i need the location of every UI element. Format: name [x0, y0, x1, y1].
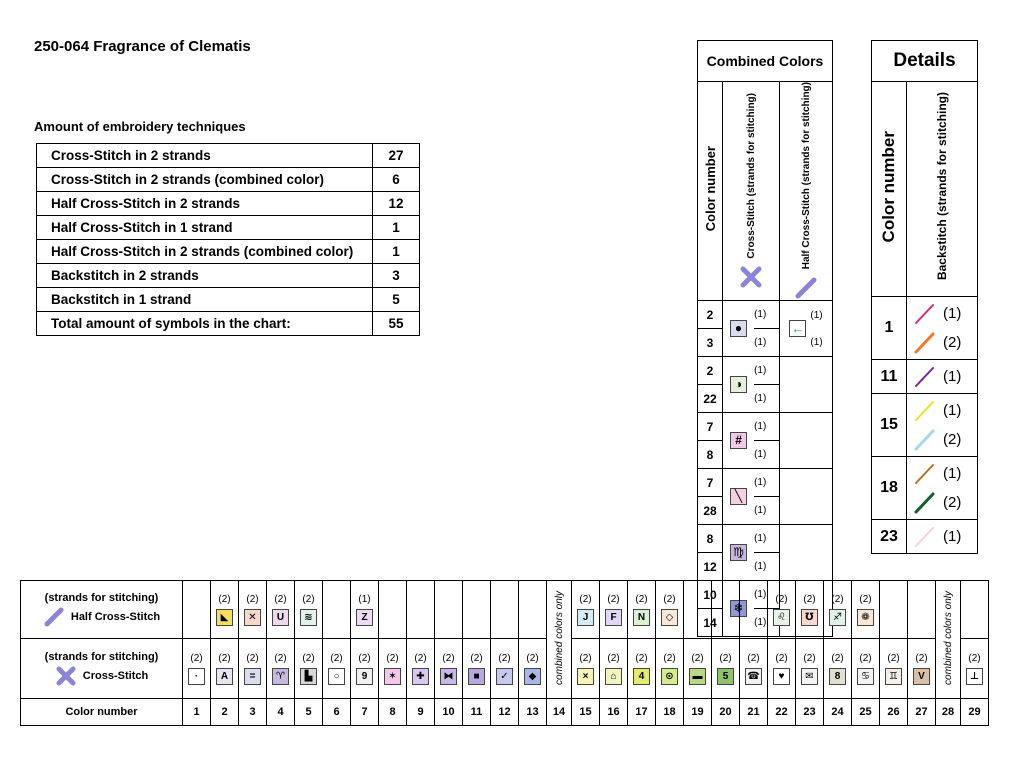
details-title: Details	[872, 41, 978, 82]
cross-strand: (2)	[968, 652, 981, 664]
color-number: 21	[740, 699, 768, 726]
combined-col-half: Half Cross-Stitch (strands for stitching)	[800, 82, 812, 270]
color-number: 6	[323, 699, 351, 726]
combined-color-number: 28	[698, 497, 723, 525]
half-symbol: U	[272, 609, 289, 626]
cross-strand: (2)	[747, 652, 760, 664]
combined-color-number: 14	[698, 609, 723, 637]
color-number: 17	[628, 699, 656, 726]
combined-color-number: 12	[698, 553, 723, 581]
cross-strand: (2)	[498, 652, 511, 664]
half-strand: (2)	[302, 593, 315, 605]
cross-symbol: ♋	[857, 668, 874, 685]
half-symbol: ℧	[801, 609, 818, 626]
combined-col-color: Color number	[702, 146, 718, 232]
half-symbol: ❁	[857, 609, 874, 626]
half-symbol: N	[633, 609, 650, 626]
color-number: 29	[961, 699, 989, 726]
details-row	[872, 360, 978, 394]
cross-symbol: A	[216, 668, 233, 685]
half-symbol: ◇	[661, 609, 678, 626]
color-number: 15	[572, 699, 600, 726]
combined-symbol: ╲	[730, 488, 747, 505]
cross-symbol: 5	[717, 668, 734, 685]
details-color-number: 15	[872, 394, 907, 457]
cross-symbol: ▬	[689, 668, 706, 685]
combined-colors-only: combined colors only	[553, 591, 565, 685]
combined-strand: (1)	[754, 329, 779, 357]
color-number: 20	[712, 699, 740, 726]
backstitch-strand: (1)	[943, 305, 962, 322]
cross-strand: (2)	[218, 652, 231, 664]
cross-symbol: ✉	[801, 668, 818, 685]
cross-strand: (2)	[442, 652, 455, 664]
combined-symbol: #	[730, 432, 747, 449]
combined-half-strand: (1)	[810, 336, 823, 348]
summary-value: 5	[373, 288, 420, 312]
cross-strand: (2)	[691, 652, 704, 664]
combined-strand: (1)	[754, 385, 779, 413]
cross-symbol: ▙	[300, 668, 317, 685]
cross-strand: (2)	[887, 652, 900, 664]
half-strand: (2)	[663, 593, 676, 605]
combined-col-cross: Cross-Stitch (strands for stitching)	[745, 92, 757, 259]
color-number-label: Color number	[21, 699, 183, 726]
combined-color-number: 7	[698, 413, 723, 441]
combined-strand: (1)	[754, 525, 779, 553]
cross-strand: (2)	[915, 652, 928, 664]
cross-symbol: V	[913, 668, 930, 685]
half-symbol: J	[577, 609, 594, 626]
backstitch-strand: (1)	[943, 465, 962, 482]
color-number: 1	[183, 699, 211, 726]
cross-symbol: ♈	[272, 668, 289, 685]
cross-symbol: ×	[577, 668, 594, 685]
backstitch-line-icon	[913, 331, 937, 355]
cross-symbol: =	[244, 668, 261, 685]
combined-strand: (1)	[754, 357, 779, 385]
backstitch-line-icon	[913, 462, 937, 486]
details-color-number: 11	[872, 360, 907, 394]
cross-symbol: ⌂	[605, 668, 622, 685]
half-strand: (2)	[274, 593, 287, 605]
color-number: 8	[379, 699, 407, 726]
half-symbol: F	[605, 609, 622, 626]
half-symbol: ♐	[829, 609, 846, 626]
cross-strands-label: (strands for stitching)	[44, 650, 159, 663]
half-strand: (2)	[775, 593, 788, 605]
summary-row	[37, 264, 420, 288]
summary-label: Half Cross-Stitch in 2 strands (combined color)	[37, 240, 373, 264]
techniques-table	[36, 143, 420, 336]
cross-strand: (2)	[470, 652, 483, 664]
combined-strand: (1)	[754, 497, 779, 525]
cross-symbol: ■	[468, 668, 485, 685]
cross-strand: (2)	[607, 652, 620, 664]
color-number: 19	[684, 699, 712, 726]
combined-color-number: 22	[698, 385, 723, 413]
backstitch-line-icon	[913, 428, 937, 452]
combined-color-number: 3	[698, 329, 723, 357]
section-subtitle: Amount of embroidery techniques	[34, 119, 246, 134]
combined-strand: (1)	[754, 413, 779, 441]
combined-colors-table	[697, 40, 833, 637]
cross-strand: (2)	[526, 652, 539, 664]
details-color-number: 1	[872, 297, 907, 360]
cross-symbol: ⧓	[440, 668, 457, 685]
cross-strand: (2)	[414, 652, 427, 664]
color-number: 14	[547, 699, 572, 726]
cross-stitch-label: Cross-Stitch	[82, 669, 149, 682]
color-number: 25	[852, 699, 880, 726]
cross-symbol: ◆	[524, 668, 541, 685]
combined-strand: (1)	[754, 301, 779, 329]
summary-value: 27	[373, 144, 420, 168]
half-strand: (2)	[831, 593, 844, 605]
combined-strand: (1)	[754, 581, 779, 609]
cross-strand: (2)	[302, 652, 315, 664]
cross-stitch-icon	[739, 265, 763, 289]
cross-strand: (2)	[859, 652, 872, 664]
summary-value: 12	[373, 192, 420, 216]
summary-label: Cross-Stitch in 2 strands (combined color)	[37, 168, 373, 192]
cross-symbol: ⊥	[966, 668, 983, 685]
cross-symbol: ✚	[412, 668, 429, 685]
half-strand: (2)	[635, 593, 648, 605]
backstitch-line-icon	[913, 302, 937, 326]
combined-color-number: 8	[698, 525, 723, 553]
half-stitch-label: Half Cross-Stitch	[70, 610, 161, 623]
cross-symbol: ⊙	[661, 668, 678, 685]
half-strand: (1)	[358, 593, 371, 605]
cross-symbol: ✶	[384, 668, 401, 685]
backstitch-line-icon	[913, 399, 937, 423]
details-col-back: Backstitch (strands for stitching)	[935, 92, 949, 281]
details-row	[872, 520, 978, 554]
combined-color-number: 8	[698, 441, 723, 469]
cross-strand: (2)	[274, 652, 287, 664]
backstitch-strand: (2)	[943, 494, 962, 511]
cross-strand: (2)	[719, 652, 732, 664]
cross-strand: (2)	[663, 652, 676, 664]
backstitch-strand: (2)	[943, 334, 962, 351]
color-number: 18	[656, 699, 684, 726]
half-strand: (2)	[859, 593, 872, 605]
summary-value: 1	[373, 240, 420, 264]
backstitch-line-icon	[913, 525, 937, 549]
combined-color-number: 7	[698, 469, 723, 497]
half-strand: (2)	[607, 593, 620, 605]
combined-symbol: ♍	[730, 544, 747, 561]
combined-color-number: 2	[698, 301, 723, 329]
summary-label: Backstitch in 1 strand	[37, 288, 373, 312]
combined-color-number: 10	[698, 581, 723, 609]
backstitch-strand: (2)	[943, 431, 962, 448]
color-number: 2	[211, 699, 239, 726]
combined-symbol: ❄	[730, 600, 747, 617]
color-number: 7	[351, 699, 379, 726]
half-symbol: ♌	[773, 609, 790, 626]
backstitch-strand: (1)	[943, 528, 962, 545]
cross-strand: (2)	[803, 652, 816, 664]
summary-label: Half Cross-Stitch in 2 strands	[37, 192, 373, 216]
color-number: 10	[435, 699, 463, 726]
cross-stitch-icon	[55, 665, 77, 687]
half-strand: (2)	[218, 593, 231, 605]
cross-symbol: ○	[328, 668, 345, 685]
color-number: 28	[936, 699, 961, 726]
details-color-number: 23	[872, 520, 907, 554]
combined-row	[698, 525, 833, 553]
color-number: 13	[519, 699, 547, 726]
color-number: 26	[880, 699, 908, 726]
summary-row	[37, 144, 420, 168]
half-strand: (2)	[579, 593, 592, 605]
combined-title: Combined Colors	[698, 41, 833, 82]
combined-row	[698, 413, 833, 441]
half-symbol: ✕	[244, 609, 261, 626]
details-row	[872, 394, 978, 457]
summary-label: Half Cross-Stitch in 1 strand	[37, 216, 373, 240]
cross-symbol: 4	[633, 668, 650, 685]
color-number: 12	[491, 699, 519, 726]
summary-label: Backstitch in 2 strands	[37, 264, 373, 288]
half-symbol: ≋	[300, 609, 317, 626]
cross-symbol: ·	[188, 668, 205, 685]
combined-half-symbol: ←	[791, 321, 805, 337]
color-number: 4	[267, 699, 295, 726]
half-symbol: Z	[356, 609, 373, 626]
combined-row	[698, 301, 833, 329]
cross-strand: (2)	[579, 652, 592, 664]
details-color-number: 18	[872, 457, 907, 520]
combined-strand: (1)	[754, 469, 779, 497]
half-strands-label: (strands for stitching)	[44, 591, 159, 604]
summary-row	[37, 168, 420, 192]
color-number: 24	[824, 699, 852, 726]
cross-strand: (2)	[635, 652, 648, 664]
color-number: 5	[295, 699, 323, 726]
page-title: 250-064 Fragrance of Clematis	[34, 38, 251, 55]
color-number: 9	[407, 699, 435, 726]
color-number: 27	[908, 699, 936, 726]
cross-strand: (2)	[386, 652, 399, 664]
cross-strand: (2)	[358, 652, 371, 664]
combined-row	[698, 357, 833, 385]
summary-value: 55	[373, 312, 420, 336]
color-legend-table	[20, 580, 989, 726]
summary-value: 3	[373, 264, 420, 288]
summary-row	[37, 240, 420, 264]
cross-strand: (2)	[775, 652, 788, 664]
summary-row	[37, 192, 420, 216]
combined-strand: (1)	[754, 441, 779, 469]
details-row	[872, 457, 978, 520]
backstitch-line-icon	[913, 365, 937, 389]
summary-value: 6	[373, 168, 420, 192]
half-symbol: ◣	[216, 609, 233, 626]
cross-symbol: 9	[356, 668, 373, 685]
color-number: 3	[239, 699, 267, 726]
summary-label: Total amount of symbols in the chart:	[37, 312, 373, 336]
summary-row	[37, 288, 420, 312]
details-row	[872, 297, 978, 360]
half-cross-stitch-icon	[43, 606, 65, 628]
summary-row	[37, 312, 420, 336]
combined-symbol: ◑	[730, 376, 747, 393]
combined-half-strand: (1)	[810, 309, 823, 321]
cross-symbol: ☎	[745, 668, 762, 685]
combined-strand: (1)	[754, 553, 779, 581]
cross-strand: (2)	[246, 652, 259, 664]
backstitch-strand: (1)	[943, 402, 962, 419]
cross-strand: (2)	[330, 652, 343, 664]
half-strand: (2)	[803, 593, 816, 605]
details-col-color: Color number	[879, 130, 898, 243]
summary-value: 1	[373, 216, 420, 240]
half-strand: (2)	[246, 593, 259, 605]
cross-strand: (2)	[190, 652, 203, 664]
combined-strand: (1)	[754, 609, 779, 637]
backstitch-line-icon	[913, 491, 937, 515]
cross-symbol: ✓	[496, 668, 513, 685]
combined-color-number: 2	[698, 357, 723, 385]
cross-strand: (2)	[831, 652, 844, 664]
color-number: 22	[768, 699, 796, 726]
summary-label: Cross-Stitch in 2 strands	[37, 144, 373, 168]
color-number: 23	[796, 699, 824, 726]
combined-symbol: ●	[730, 320, 747, 337]
half-cross-stitch-icon	[794, 276, 818, 300]
backstitch-strand: (1)	[943, 368, 962, 385]
color-number: 11	[463, 699, 491, 726]
cross-symbol: 8	[829, 668, 846, 685]
summary-row	[37, 216, 420, 240]
cross-symbol: ♊	[885, 668, 902, 685]
combined-row	[698, 469, 833, 497]
color-number: 16	[600, 699, 628, 726]
combined-colors-only: combined colors only	[942, 591, 954, 685]
cross-symbol: ♥	[773, 668, 790, 685]
details-table	[871, 40, 978, 554]
